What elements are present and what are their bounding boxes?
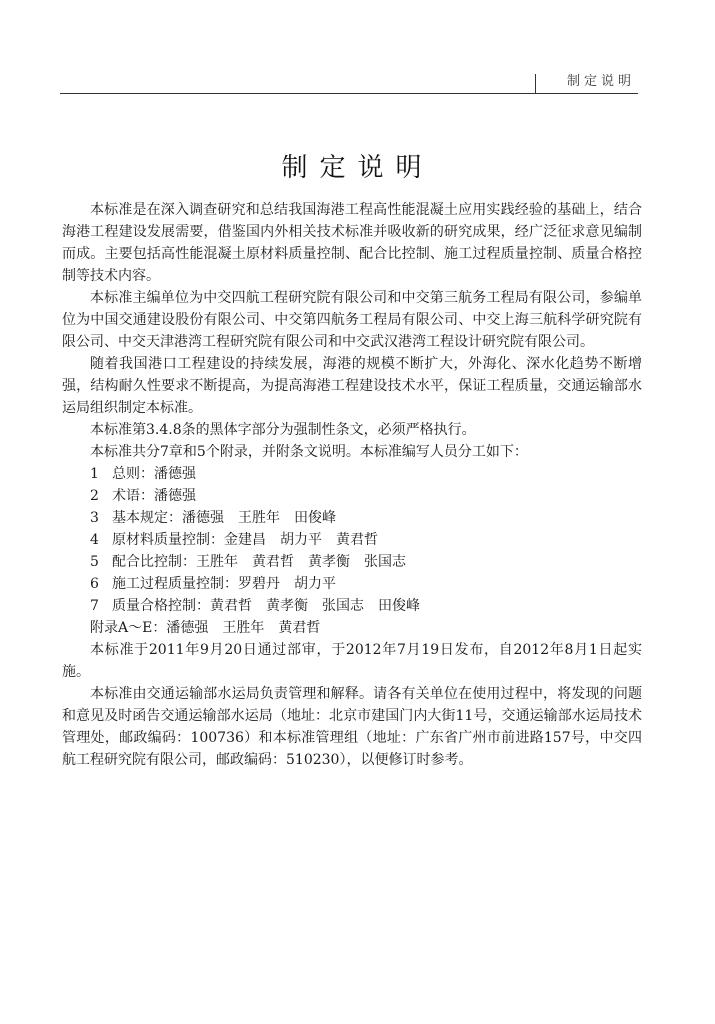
header-rule (60, 93, 638, 94)
page-title: 制定说明 (281, 153, 434, 183)
paragraph-structure: 本标准共分7章和5个附录，并附条文说明。本标准编写人员分工如下： (90, 444, 528, 460)
paragraph-dates: 本标准于2011年9月20日通过部审，于2012年7月19日发布，自2012年8月1日起实施。 (62, 642, 642, 680)
list-item-appendix: 附录A～E：潘德强 王胜年 黄君哲 (90, 620, 321, 636)
running-header-title: 制定说明 (566, 74, 635, 89)
list-item: 4 原材料质量控制：金建昌 胡力平 黄君哲 (90, 532, 378, 548)
list-item: 5 配合比控制：王胜年 黄君哲 黄孝衡 张国志 (90, 554, 406, 570)
paragraph-background: 随着我国港口工程建设的持续发展，海港的规模不断扩大，外海化、深水化趋势不断增强，结构耐久性要求不断提高，为提高海港工程建设技术水平，保证工程质量，交通运输部水运局组织制定本标准。 (62, 356, 642, 416)
running-header (0, 0, 715, 100)
paragraph-units: 本标准主编单位为中交四航工程研究院有限公司和中交第三航务工程局有限公司，参编单位为中国交通建设股份有限公司、中交第四航务工程局有限公司、中交上海三航科学研究院有限公司、中交天津港湾工程研究院有限公司和中交武汉港湾工程设计研究院有限公司。 (62, 290, 642, 350)
header-rule-tick (535, 74, 536, 93)
author-list (62, 463, 642, 639)
paragraph-mandatory: 本标准第3.4.8条的黑体字部分为强制性条文，必须严格执行。 (90, 422, 476, 438)
paragraph-scope: 本标准是在深入调查研究和总结我国海港工程高性能混凝土应用实践经验的基础上，结合海港工程建设发展需要，借鉴国内外相关技术标准并吸收新的研究成果，经广泛征求意见编制而成。主要包括高性能混凝土原材料质量控制、配合比控制、施工过程质量控制、质量合格控制等技术内容。 (62, 202, 642, 284)
paragraph-contact: 本标准由交通运输部水运局负责管理和解释。请各有关单位在使用过程中，将发现的问题和意见及时函告交通运输部水运局（地址：北京市建国门内大街11号，交通运输部水运局技术管理处，邮政编码：100736）和本标准管理组（地址：广东省广州市前进路157号，中交四航工程研究院有限公司，邮政编码：510230），以便修订时参考。 (62, 686, 642, 768)
list-item: 6 施工过程质量控制：罗碧丹 胡力平 (90, 576, 336, 592)
list-item: 7 质量合格控制：黄君哲 黄孝衡 张国志 田俊峰 (90, 598, 420, 614)
list-item: 2 术语：潘德强 (90, 488, 196, 504)
list-item: 3 基本规定：潘德强 王胜年 田俊峰 (90, 510, 336, 526)
document-body (62, 199, 642, 771)
list-item: 1 总则：潘德强 (90, 466, 196, 482)
